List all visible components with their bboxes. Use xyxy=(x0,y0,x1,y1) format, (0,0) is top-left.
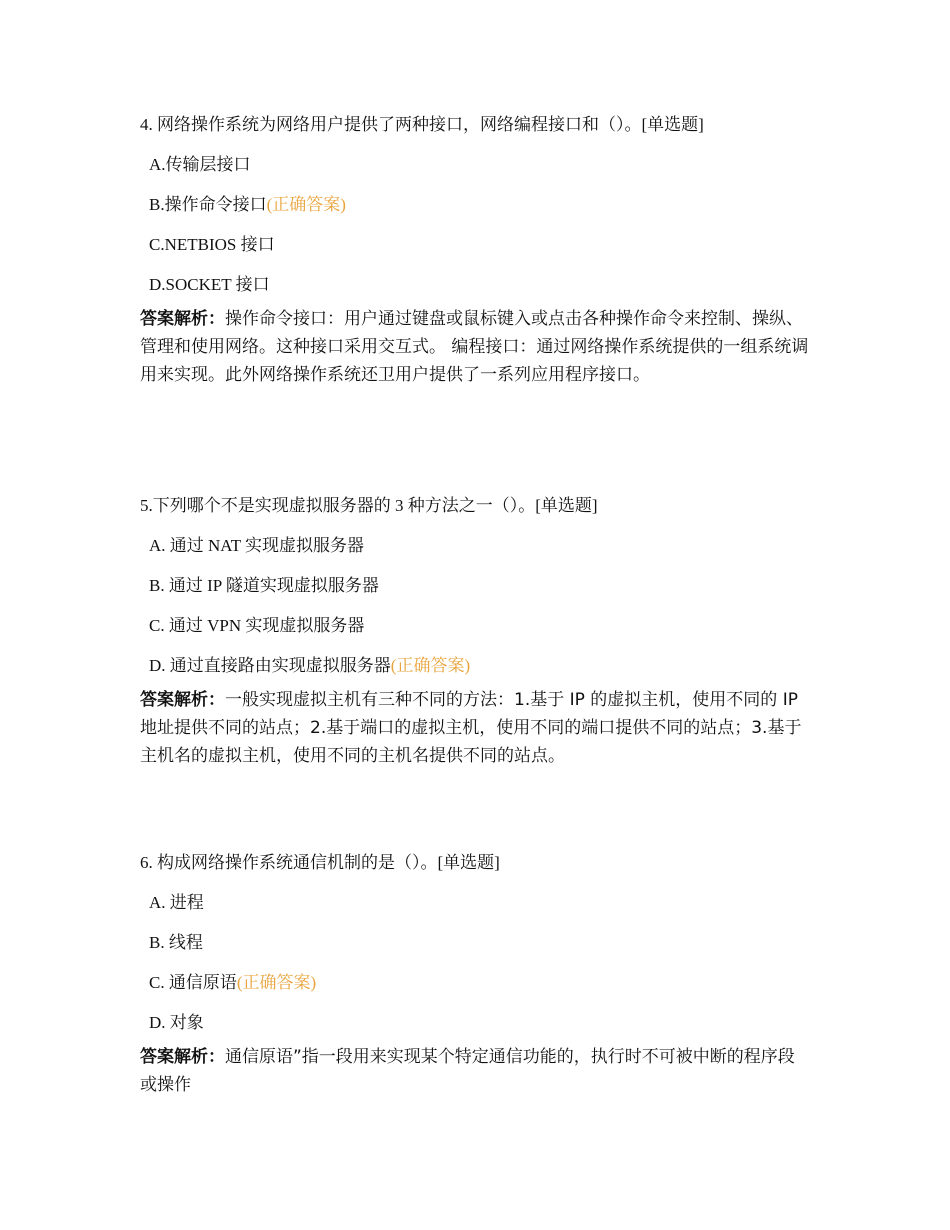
option-text: A. 通过 NAT 实现虚拟服务器 xyxy=(149,536,365,555)
answer-analysis xyxy=(140,305,810,389)
question-6 xyxy=(140,851,810,1099)
option-text: D.SOCKET 接口 xyxy=(149,275,270,294)
option-c xyxy=(149,971,810,995)
question-5 xyxy=(140,494,810,770)
option-b xyxy=(149,193,810,217)
option-d xyxy=(149,1011,810,1035)
correct-answer-tag: (正确答案) xyxy=(266,195,346,214)
analysis-text: 操作命令接口：用户通过键盘或鼠标键入或点击各种操作命令来控制、操纵、管理和使用网络。这种接口采用交互式。 编程接口：通过网络操作系统提供的一组系统调用来实现。此外网络操作系统还卫用户提供了一系列应用程序接口。 xyxy=(140,309,809,385)
option-d xyxy=(149,273,810,297)
answer-analysis xyxy=(140,1043,810,1099)
answer-analysis xyxy=(140,686,810,770)
question-title: 4. 网络操作系统为网络用户提供了两种接口，网络编程接口和（）。[单选题] xyxy=(140,115,704,134)
option-text: B.操作命令接口 xyxy=(149,195,267,214)
option-b xyxy=(149,574,810,598)
option-a xyxy=(149,534,810,558)
option-text: B. 通过 IP 隧道实现虚拟服务器 xyxy=(149,576,379,595)
analysis-label: 答案解析： xyxy=(140,1047,225,1067)
question-4 xyxy=(140,113,810,389)
option-text: C. 通信原语 xyxy=(149,973,237,992)
option-b xyxy=(149,931,810,955)
option-d xyxy=(149,654,810,678)
analysis-text: 通信原语”指一段用来实现某个特定通信功能的，执行时不可被中断的程序段或操作 xyxy=(140,1047,795,1095)
correct-answer-tag: (正确答案) xyxy=(390,656,471,675)
option-a xyxy=(149,153,810,177)
option-text: C. 通过 VPN 实现虚拟服务器 xyxy=(149,616,365,635)
question-title: 5.下列哪个不是实现虚拟服务器的 3 种方法之一（）。[单选题] xyxy=(140,496,598,515)
analysis-text: 一般实现虚拟主机有三种不同的方法：1.基于 IP 的虚拟主机，使用不同的 IP 地址提供不同的站点；2.基于端口的虚拟主机，使用不同的端口提供不同的站点；3.基于主机名的虚拟主机，使用不同的主机名提供不同的站点。 xyxy=(140,690,802,766)
correct-answer-tag: (正确答案) xyxy=(236,973,317,992)
question-title: 6. 构成网络操作系统通信机制的是（）。[单选题] xyxy=(140,853,500,872)
option-c xyxy=(149,233,810,257)
option-text: D. 通过直接路由实现虚拟服务器 xyxy=(149,656,391,675)
option-text: A.传输层接口 xyxy=(149,155,251,174)
option-text: C.NETBIOS 接口 xyxy=(149,235,275,254)
option-a xyxy=(149,891,810,915)
option-c xyxy=(149,614,810,638)
analysis-label: 答案解析： xyxy=(140,690,225,710)
analysis-label: 答案解析： xyxy=(140,309,225,329)
option-text: B. 线程 xyxy=(149,933,203,952)
option-text: D. 对象 xyxy=(149,1013,204,1032)
option-text: A. 进程 xyxy=(149,893,204,912)
